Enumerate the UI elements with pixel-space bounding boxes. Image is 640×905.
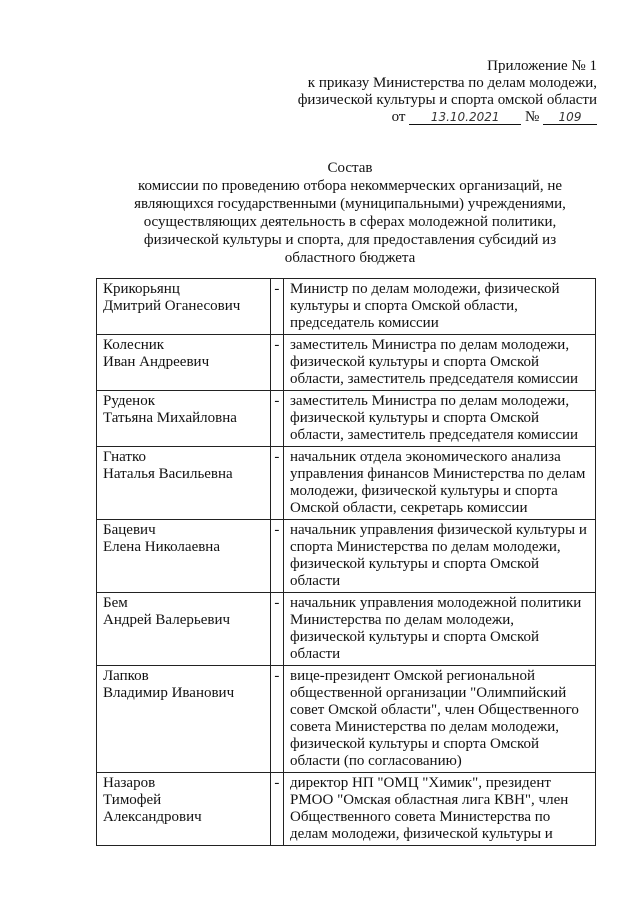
table-row [97, 279, 596, 335]
member-given-name: Дмитрий Оганесович [103, 298, 241, 314]
appendix-order-line: к приказу Министерства по делам молодежи, [307, 75, 597, 91]
member-role: вице-президент Омской региональной общественной организации "Олимпийский совет Омской области", член Общественного совета Министерства по делам молодежи, физической культуры и спорта Омской области (по согласованию) [283, 666, 595, 773]
document-title [120, 159, 580, 267]
title-line: областного бюджета [284, 250, 416, 266]
member-name [97, 666, 271, 773]
table-row [97, 447, 596, 520]
member-name [97, 593, 271, 666]
table-row [97, 391, 596, 447]
dash-cell: - [270, 335, 283, 391]
member-surname: Колесник [103, 337, 165, 353]
member-role: директор НП "ОМЦ "Химик", президент РМОО "Омская областная лига КВН", член Общественного совета Министерства по делам молодежи, физической культуры и [283, 773, 595, 846]
member-surname: Бем [103, 595, 128, 611]
member-surname: Бацевич [103, 522, 156, 538]
dash-cell: - [270, 773, 283, 846]
dash-cell: - [270, 447, 283, 520]
member-name [97, 520, 271, 593]
member-given-name: Наталья Васильевна [103, 466, 233, 482]
appendix-date-line [298, 109, 597, 126]
date-prefix: от [391, 109, 406, 125]
member-surname: Руденок [103, 393, 156, 409]
member-role: заместитель Министра по делам молодежи, физической культуры и спорта Омской области, заместитель председателя комиссии [283, 335, 595, 391]
order-date: 13.10.2021 [409, 110, 521, 125]
appendix-ministry-line: физической культуры и спорта омской области [297, 92, 597, 108]
member-given-name: Тимофей [103, 792, 162, 808]
member-name [97, 335, 271, 391]
title-line: являющихся государственными (муниципальными) учреждениями, [134, 196, 566, 212]
member-surname: Гнатко [103, 449, 146, 465]
member-surname: Назаров [103, 775, 156, 791]
title-line: осуществляющих деятельность в сферах молодежной политики, [143, 214, 557, 230]
dash-cell: - [270, 520, 283, 593]
table-row [97, 335, 596, 391]
dash-cell: - [270, 279, 283, 335]
table-row [97, 666, 596, 773]
dash-cell: - [270, 391, 283, 447]
member-name [97, 773, 271, 846]
member-surname: Лапков [103, 668, 149, 684]
title-line: физической культуры и спорта, для предоставления субсидий из [143, 232, 557, 248]
member-name [97, 391, 271, 447]
member-role: начальник управления физической культуры и спорта Министерства по делам молодежи, физической культуры и спорта Омской области [283, 520, 595, 593]
member-given-name: Андрей Валерьевич [103, 612, 231, 628]
order-number: 109 [543, 110, 597, 125]
member-surname: Крикорьянц [103, 281, 180, 297]
title-line: комиссии по проведению отбора некоммерческих организаций, не [137, 178, 563, 194]
number-prefix: № [524, 109, 540, 125]
appendix-title: Приложение № 1 [487, 58, 597, 74]
member-name [97, 447, 271, 520]
member-patronymic: Александрович [103, 809, 202, 825]
dash-cell: - [270, 593, 283, 666]
title-heading: Состав [327, 160, 373, 176]
member-role: заместитель Министра по делам молодежи, физической культуры и спорта Омской области, заместитель председателя комиссии [283, 391, 595, 447]
member-role: начальник управления молодежной политики Министерства по делам молодежи, физической культуры и спорта Омской области [283, 593, 595, 666]
member-role: Министр по делам молодежи, физической культуры и спорта Омской области, председатель комиссии [283, 279, 595, 335]
member-given-name: Елена Николаевна [103, 539, 220, 555]
dash-cell: - [270, 666, 283, 773]
appendix-header [298, 58, 597, 126]
member-given-name: Татьяна Михайловна [103, 410, 237, 426]
table-row [97, 773, 596, 846]
member-role: начальник отдела экономического анализа управления финансов Министерства по делам молодежи, физической культуры и спорта Омской области, секретарь комиссии [283, 447, 595, 520]
member-given-name: Иван Андреевич [103, 354, 210, 370]
member-given-name: Владимир Иванович [103, 685, 235, 701]
table-row [97, 593, 596, 666]
table-row [97, 520, 596, 593]
member-name [97, 279, 271, 335]
commission-table [96, 278, 596, 846]
